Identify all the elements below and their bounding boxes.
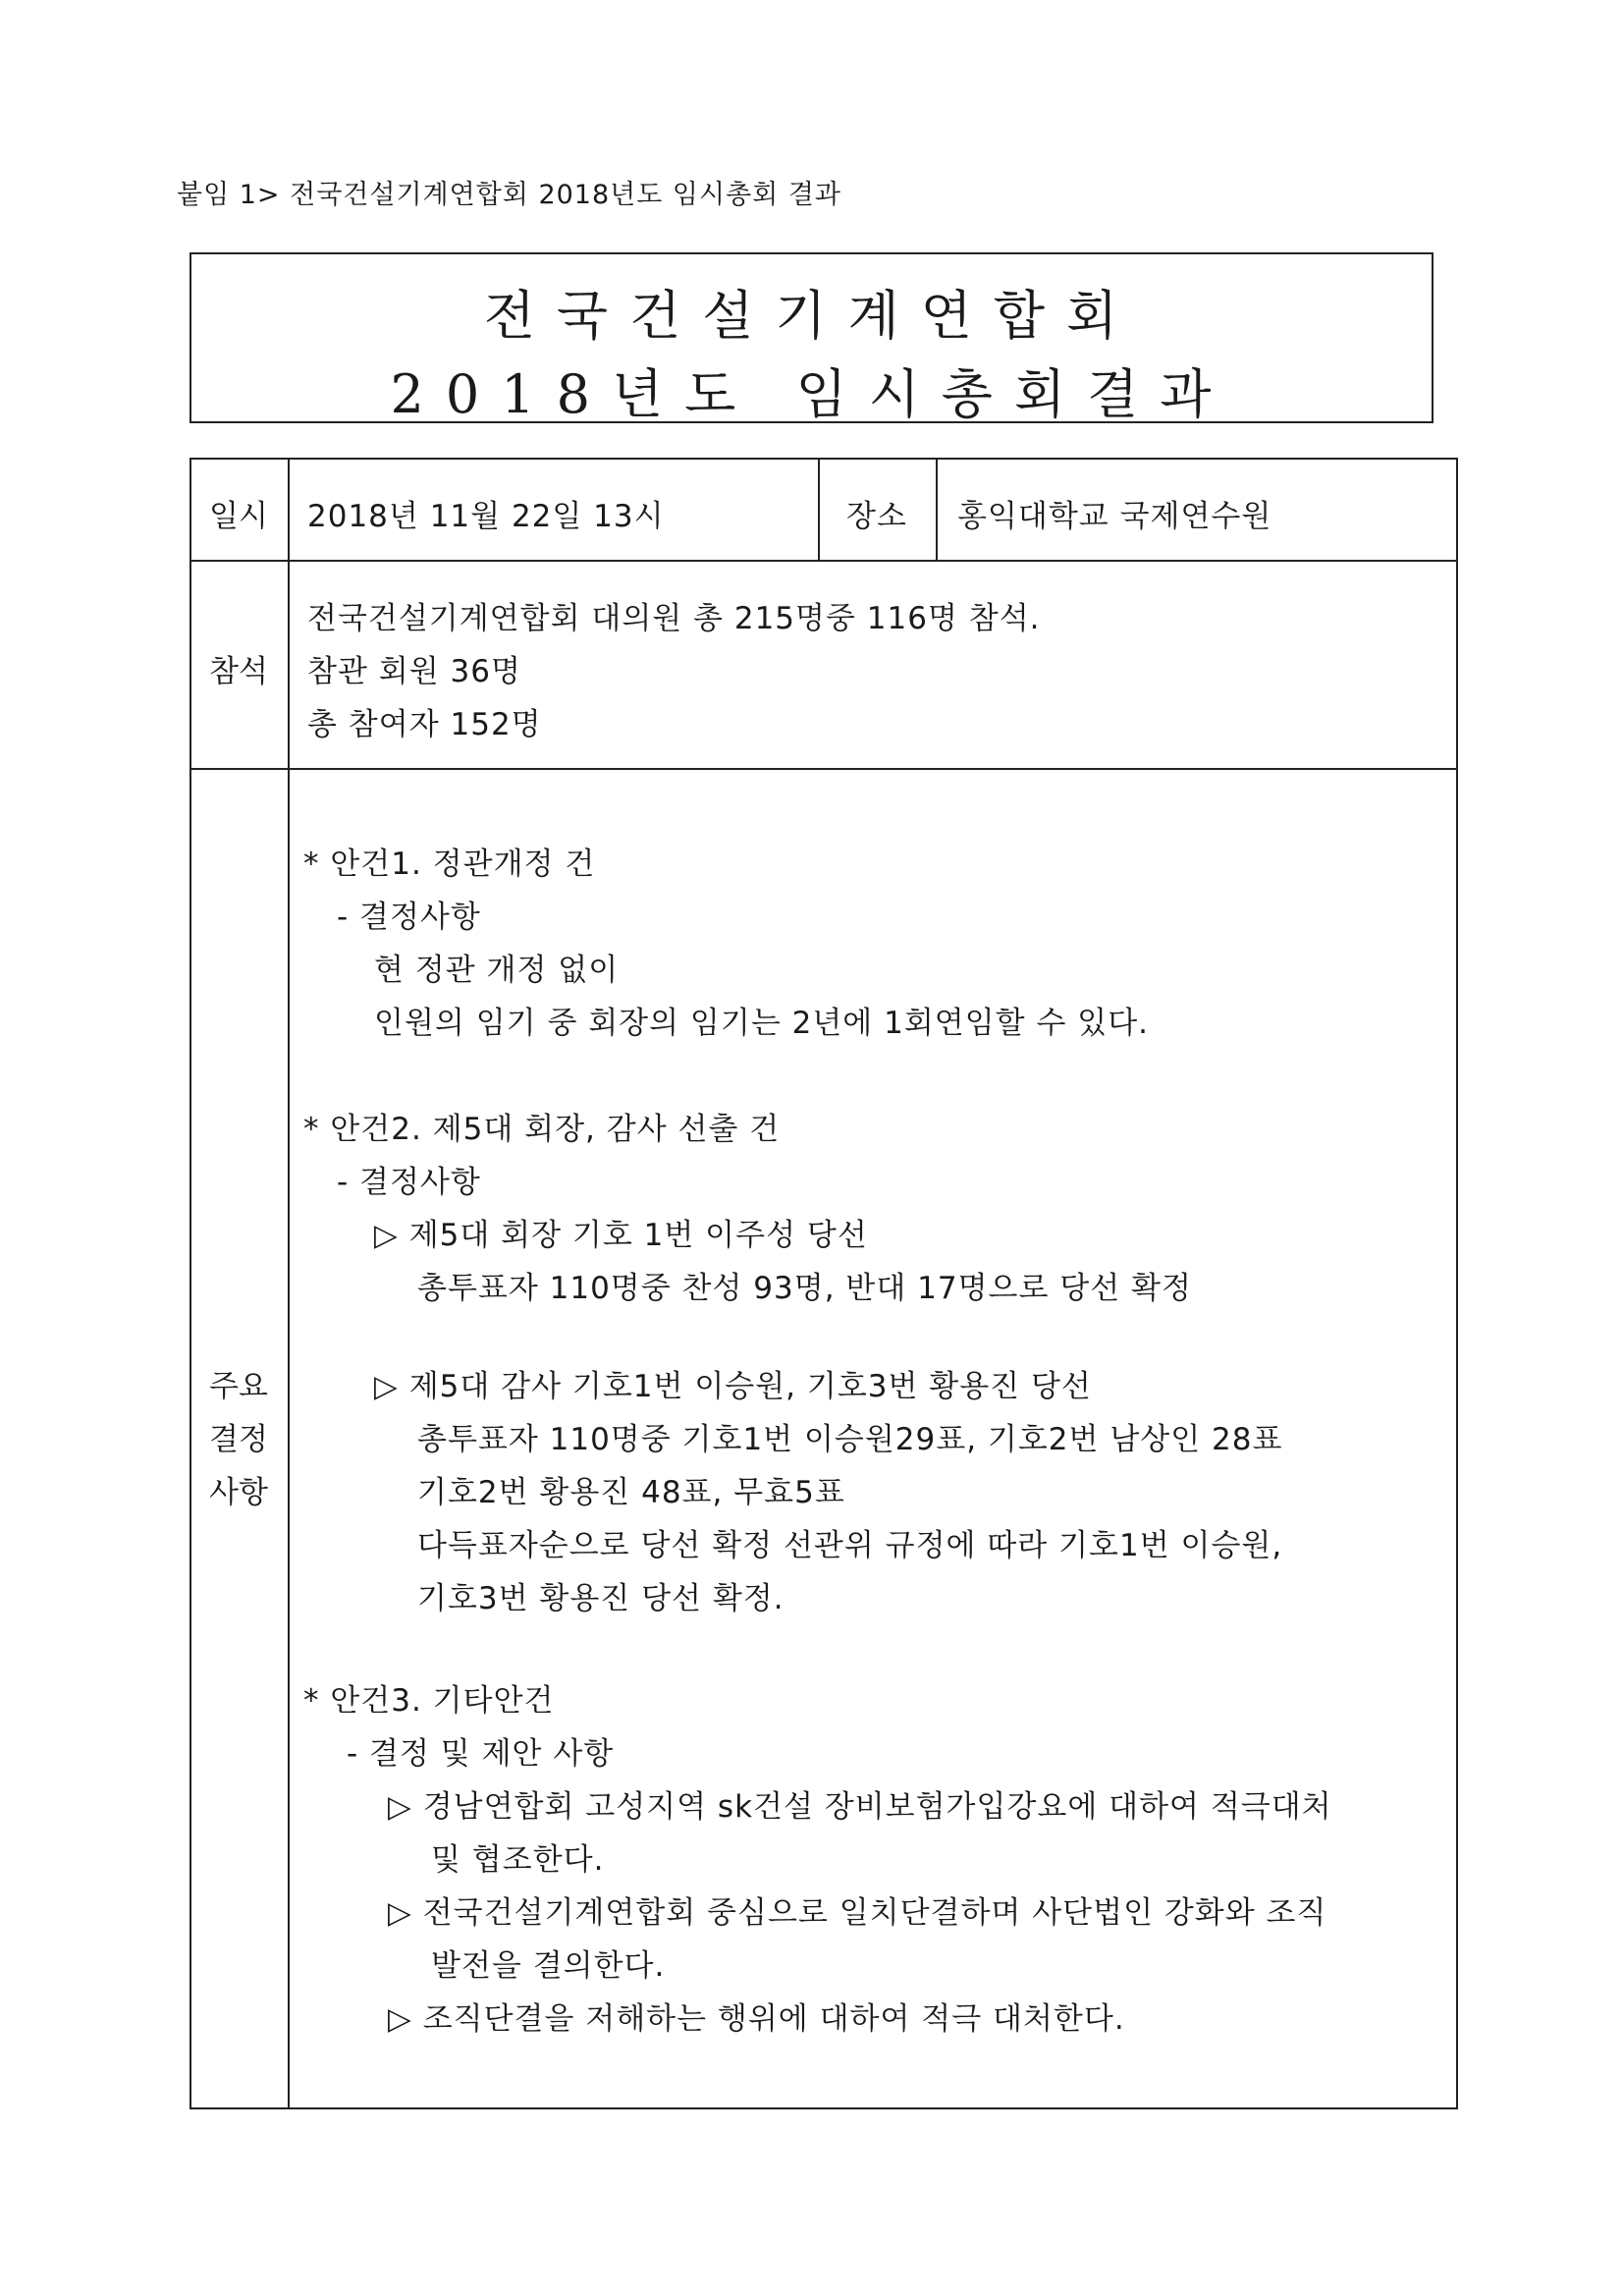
table-border-bottom [189, 2107, 1458, 2109]
place-value: 홍익대학교 국제연수원 [957, 499, 1272, 534]
place-label: 장소 [846, 499, 907, 534]
attendance-line: 전국건설기계연합회 대의원 총 215명중 116명 참석. [307, 601, 1041, 636]
date-value: 2018년 11월 22일 13시 [307, 499, 665, 534]
table-divider [818, 458, 820, 560]
decision-subheading: - 결정사항 [337, 900, 481, 935]
attachment-note: 붙임 1> 전국건설기계연합회 2018년도 임시총회 결과 [177, 180, 841, 210]
attendance-line: 참관 회원 36명 [307, 654, 521, 689]
decisions-label-line: 주요 [209, 1369, 268, 1404]
decision-subheading: - 결정 및 제안 사항 [347, 1736, 615, 1772]
table-border-right [1456, 458, 1458, 2109]
table-divider [936, 458, 938, 560]
decision-line: 현 정관 개정 없이 [374, 953, 620, 988]
decision-line: ▷ 제5대 감사 기호1번 이승원, 기호3번 황용진 당선 [374, 1369, 1092, 1404]
table-divider [189, 560, 1458, 562]
agenda-heading: * 안건2. 제5대 회장, 감사 선출 건 [303, 1112, 781, 1147]
decision-line: 발전을 결의한다. [431, 1948, 666, 1984]
title-line-1: 전국건설기계연합회 [483, 285, 1140, 347]
table-divider [288, 458, 290, 2109]
decision-line: 총투표자 110명중 기호1번 이승원29표, 기호2번 남상인 28표 [417, 1422, 1283, 1457]
table-divider [189, 768, 1458, 770]
date-label: 일시 [209, 499, 268, 534]
decision-line: 기호3번 황용진 당선 확정. [417, 1581, 784, 1616]
decision-line: 총투표자 110명중 찬성 93명, 반대 17명으로 당선 확정 [417, 1271, 1192, 1306]
result-table [189, 458, 1458, 2109]
decision-line: 다득표자순으로 당선 확정 선관위 규정에 따라 기호1번 이승원, [417, 1528, 1283, 1563]
decision-line: ▷ 제5대 회장 기호 1번 이주성 당선 [374, 1218, 868, 1253]
attendance-label: 참석 [209, 654, 268, 689]
title-line-2: 2018년도 임시총회결과 [390, 363, 1233, 425]
decisions-label-line: 사항 [209, 1475, 268, 1510]
table-border-left [189, 458, 191, 2109]
title-box [189, 252, 1434, 423]
decision-line: ▷ 경남연합회 고성지역 sk건설 장비보험가입강요에 대하여 적극대처 [388, 1789, 1332, 1825]
decision-line: ▷ 전국건설기계연합회 중심으로 일치단결하며 사단법인 강화와 조직 [388, 1895, 1327, 1931]
decisions-label-line: 결정 [209, 1422, 268, 1457]
decision-line: 및 협조한다. [431, 1842, 605, 1878]
agenda-heading: * 안건3. 기타안건 [303, 1683, 555, 1719]
decision-line: 기호2번 황용진 48표, 무효5표 [417, 1475, 845, 1510]
decision-line: ▷ 조직단결을 저해하는 행위에 대하여 적극 대처한다. [388, 2001, 1125, 2037]
attendance-line: 총 참여자 152명 [307, 707, 542, 742]
table-border-top [189, 458, 1458, 460]
agenda-heading: * 안건1. 정관개정 건 [303, 847, 596, 882]
decision-line: 인원의 임기 중 회장의 임기는 2년에 1회연임할 수 있다. [374, 1006, 1149, 1041]
decision-subheading: - 결정사항 [337, 1165, 481, 1200]
